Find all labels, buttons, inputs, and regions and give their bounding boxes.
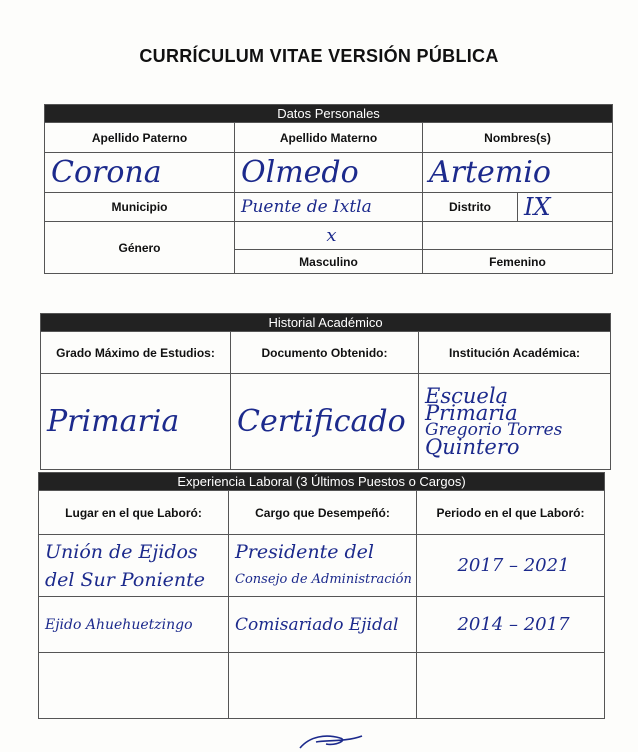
- work-row-3-cargo: [229, 653, 417, 719]
- institucion-line: Quintero: [425, 434, 520, 459]
- work-row-1-periodo: 2017 – 2021: [417, 535, 605, 597]
- work-row-2-cargo: Comisariado Ejidal: [229, 597, 417, 653]
- work-table: [38, 472, 605, 719]
- label-periodo: Periodo en el que Laboró:: [417, 491, 605, 535]
- page-title: CURRÍCULUM VITAE VERSIÓN PÚBLICA: [139, 46, 499, 66]
- cargo-line: Presidente del: [235, 540, 374, 563]
- value-institucion: [419, 374, 611, 470]
- value-nombres: Artemio: [423, 153, 613, 193]
- value-municipio: Puente de Ixtla: [235, 193, 423, 222]
- work-row-2-lugar: Ejido Ahuehuetzingo: [39, 597, 229, 653]
- work-row-1-cargo: [229, 535, 417, 597]
- label-genero: Género: [45, 222, 235, 274]
- label-apellido-paterno: Apellido Paterno: [45, 123, 235, 153]
- label-documento: Documento Obtenido:: [231, 332, 419, 374]
- mark-masculino: x: [235, 222, 423, 250]
- lugar-line: Unión de Ejidos: [45, 540, 198, 563]
- lugar-line: del Sur Poniente: [45, 568, 206, 591]
- value-documento: Certificado: [231, 374, 419, 470]
- institucion-line: Escuela: [425, 383, 509, 408]
- value-apellido-materno: Olmedo: [235, 153, 423, 193]
- value-apellido-paterno: Corona: [45, 153, 235, 193]
- institucion-line: Primaria: [425, 400, 518, 425]
- work-row-2-periodo: 2014 – 2017: [417, 597, 605, 653]
- value-grado: Primaria: [41, 374, 231, 470]
- label-distrito: Distrito: [423, 193, 518, 222]
- value-distrito: IX: [518, 193, 613, 222]
- label-apellido-materno: Apellido Materno: [235, 123, 423, 153]
- work-header: Experiencia Laboral (3 Últimos Puestos o Cargos): [39, 473, 605, 491]
- work-row-1-lugar: [39, 535, 229, 597]
- personal-header: Datos Personales: [45, 105, 613, 123]
- label-nombres: Nombres(s): [423, 123, 613, 153]
- label-cargo: Cargo que Desempeñó:: [229, 491, 417, 535]
- work-row-3-periodo: [417, 653, 605, 719]
- label-municipio: Municipio: [45, 193, 235, 222]
- personal-data-table: [44, 104, 613, 274]
- label-masculino: Masculino: [235, 250, 423, 274]
- label-grado: Grado Máximo de Estudios:: [41, 332, 231, 374]
- academic-table: [40, 313, 611, 470]
- institucion-line: Gregorio Torres: [425, 419, 563, 440]
- academic-header: Historial Académico: [41, 314, 611, 332]
- mark-femenino: [423, 222, 613, 250]
- label-femenino: Femenino: [423, 250, 613, 274]
- label-lugar: Lugar en el que Laboró:: [39, 491, 229, 535]
- label-institucion: Institución Académica:: [419, 332, 611, 374]
- work-row-3-lugar: [39, 653, 229, 719]
- cargo-line: Consejo de Administración: [235, 571, 412, 587]
